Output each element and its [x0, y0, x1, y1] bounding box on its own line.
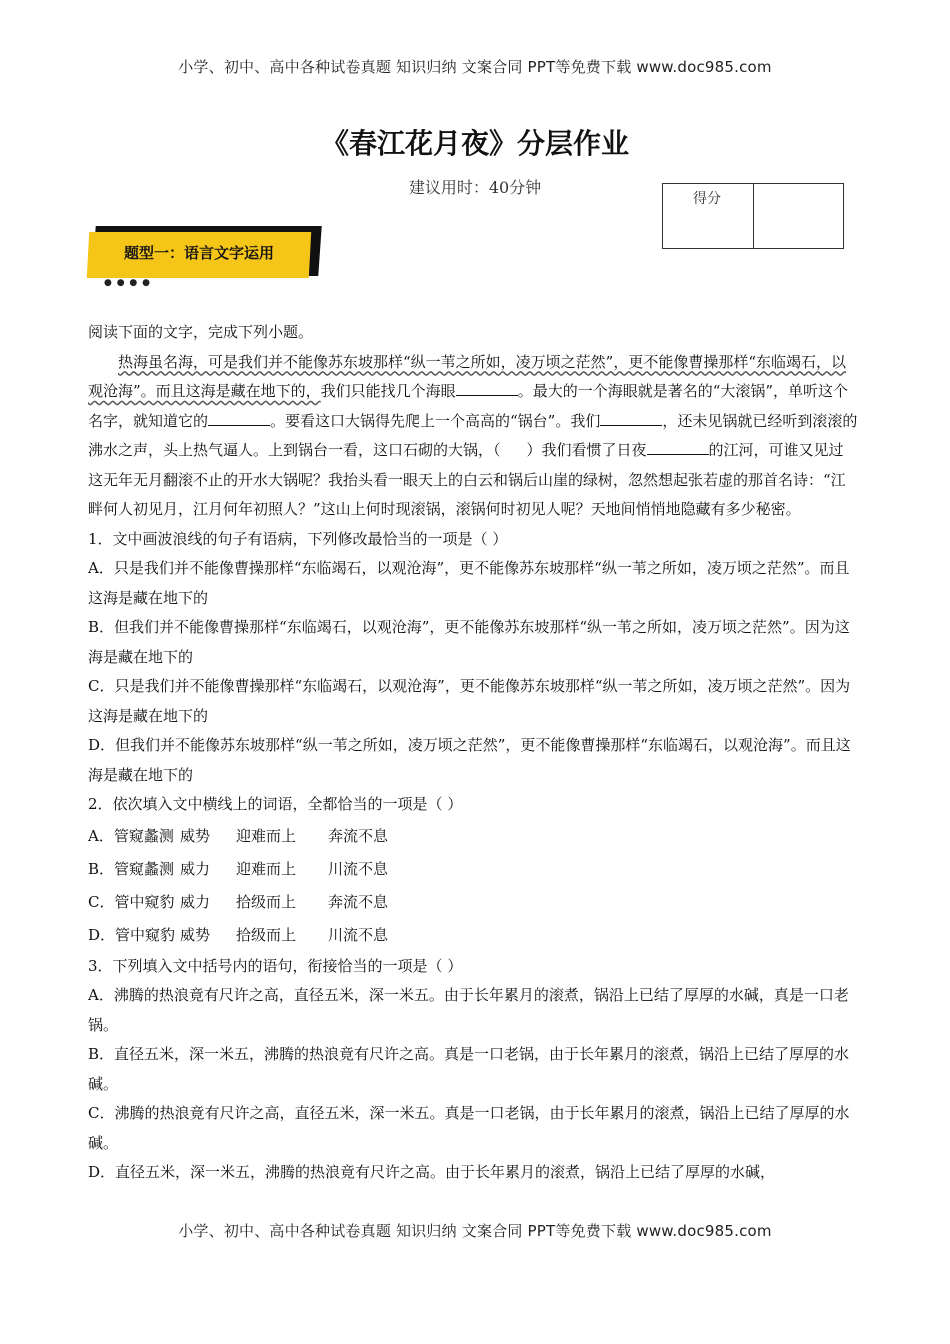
question-1-stem: 1．文中画波浪线的句子有语病，下列修改最恰当的一项是（ ） — [88, 529, 508, 548]
section-tag — [88, 226, 324, 286]
question-2-option-c — [88, 886, 858, 919]
header-banner: 小学、初中、高中各种试卷真题 知识归纳 文案合同 PPT等免费下载 www.doc985.com — [178, 58, 772, 76]
question-3-option-b: B．直径五米，深一米五，沸腾的热浪竟有尺许之高。真是一口老锅，由于长年累月的滚煮，锅沿上已结了厚厚的水碱。 — [88, 1045, 850, 1093]
question-3-option-c: C．沸腾的热浪竟有尺许之高，直径五米，深一米五。真是一口老锅，由于长年累月的滚煮，锅沿上已结了厚厚的水碱。 — [88, 1104, 850, 1152]
option-cell: 奔流不息 — [328, 826, 389, 845]
score-box-divider — [753, 184, 754, 248]
question-3-stem: 3．下列填入文中括号内的语句，衔接恰当的一项是（ ） — [88, 956, 463, 975]
option-cell: 迎难而上 — [236, 826, 297, 845]
question-2-option-a — [88, 820, 858, 853]
option-cell: 奔流不息 — [328, 892, 389, 911]
blank-1 — [456, 381, 518, 396]
question-1-option-b: B．但我们并不能像曹操那样“东临竭石，以观沧海”，更不能像苏东坡那样“纵一苇之所如，凌万顷之茫然”。因为这海是藏在地下的 — [88, 618, 850, 666]
question-1-option-d: D．但我们并不能像苏东坡那样“纵一苇之所如，凌万顷之茫然”，更不能像曹操那样“东临竭石，以观沧海”。而且这海是藏在地下的 — [88, 736, 851, 784]
section-tag-dots: ● ● ● ● — [104, 278, 151, 288]
option-cell: A．管窥蠡测 — [88, 826, 174, 845]
question-2-stem: 2．依次填入文中横线上的词语，全都恰当的一项是（ ） — [88, 795, 463, 813]
question-1-option-c: C．只是我们并不能像曹操那样“东临竭石，以观沧海”，更不能像苏东坡那样“纵一苇之所如，凌万顷之茫然”。因为这海是藏在地下的 — [88, 677, 851, 725]
option-cell: 川流不息 — [328, 925, 389, 944]
page-title: 《春江花月夜》分层作业 — [320, 127, 629, 160]
question-3-option-a: A．沸腾的热浪竟有尺许之高，直径五米，深一米五。由于长年累月的滚煮，锅沿上已结了厚厚的水碱，真是一口老锅。 — [88, 986, 849, 1034]
blank-2 — [208, 411, 270, 426]
option-cell: 威势 — [180, 925, 211, 944]
option-cell: C．管中窥豹 — [88, 892, 175, 911]
option-cell: B．管窥蠡测 — [88, 859, 175, 878]
question-2-option-b — [88, 853, 858, 886]
passage-segment-6: 的江河，可谁又见过这无年无月翻滚不止的开水大锅呢？我抬头看一眼天上的白云和锅后山崖的绿树，忽然想起张若虚的那首名诗：“江畔何人初见月，江月何年初照人？”这山上何时现滚锅，滚锅何时初见人呢？天地间悄悄地隐藏有多少秘密。 — [88, 441, 846, 518]
option-cell: 威势 — [180, 826, 211, 845]
reading-passage — [88, 348, 858, 525]
option-cell: 拾级而上 — [236, 925, 297, 944]
suggested-time: 建议用时：40分钟 — [408, 178, 542, 197]
question-3-option-d: D．直径五米，深一米五，沸腾的热浪竟有尺许之高。由于长年累月的滚煮，锅沿上已结了厚厚的水碱， — [88, 1163, 776, 1181]
passage-segment-2: 。最大的一个海眼就是著名的“大滚锅”，单听这个名字，就知道它的 — [88, 382, 849, 430]
question-1-option-a: A．只是我们并不能像曹操那样“东临竭石，以观沧海”，更不能像苏东坡那样“纵一苇之所如，凌万顷之茫然”。而且这海是藏在地下的 — [88, 559, 850, 607]
option-cell: 威力 — [180, 892, 211, 911]
passage-segment-4: ，还未见锅就已经听到滚滚的沸水之声，头上热气逼人。上到锅台一看，这口石砌的大锅，（ — [88, 411, 858, 459]
intro-text: 阅读下面的文字，完成下列小题。 — [88, 323, 314, 341]
passage-segment-1: 我们只能找几个海眼 — [320, 382, 456, 400]
passage-segment-5: ）我们看惯了日夜 — [526, 441, 647, 459]
section-tag-label: 题型一：语言文字运用 — [123, 244, 274, 262]
option-cell: D．管中窥豹 — [88, 925, 176, 944]
score-box — [662, 183, 844, 249]
blank-4 — [647, 440, 709, 455]
question-2-option-d — [88, 919, 858, 952]
option-cell: 川流不息 — [328, 859, 389, 878]
wavy-underlined-sentence: 热海虽名海，可是我们并不能像苏东坡那样“纵一苇之所如，凌万顷之茫然”，更不能像曹操那样“东临竭石，以观沧海”。而且这海是藏在地下的， — [88, 352, 847, 400]
footer-banner: 小学、初中、高中各种试卷真题 知识归纳 文案合同 PPT等免费下载 www.doc985.com — [0, 1220, 950, 1241]
question-content — [88, 318, 858, 1188]
blank-3 — [600, 411, 662, 426]
passage-segment-3: 。要看这口大锅得先爬上一个高高的“锅台”。我们 — [270, 411, 601, 430]
option-cell: 拾级而上 — [236, 892, 297, 911]
option-cell: 威力 — [180, 859, 211, 878]
score-label: 得分 — [693, 191, 721, 207]
option-cell: 迎难而上 — [236, 859, 297, 878]
